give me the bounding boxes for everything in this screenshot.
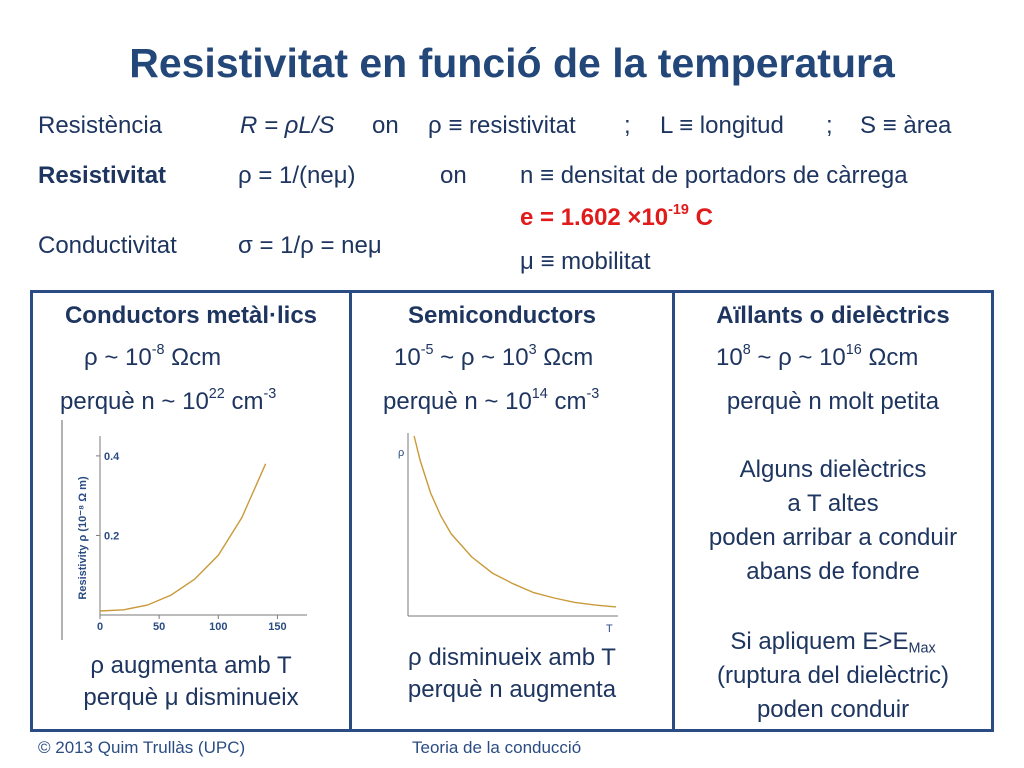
- semis-note-1: ρ disminueix amb T: [408, 644, 616, 671]
- electron-charge-unit: C: [695, 204, 713, 231]
- metals-heading: Conductors metàl·lics: [64, 302, 318, 329]
- metals-chart-ylabel: Resistivity ρ (10⁻⁸ Ω m): [77, 476, 89, 600]
- semis-rho-a: 10: [394, 344, 421, 371]
- resistivitat-formula: ρ = 1/(neμ): [238, 162, 356, 189]
- metals-resistivity-chart: [52, 418, 322, 643]
- insulators-para2-line3: poden conduir: [756, 696, 910, 723]
- conductivitat-formula: σ = 1/ρ = neμ: [238, 232, 382, 259]
- semis-reason-unit: cm: [547, 388, 587, 415]
- metals-reason-unit-exponent: -3: [263, 386, 277, 403]
- on-word-1: on: [372, 112, 399, 139]
- resistencia-formula: R = ρL/S: [240, 112, 335, 139]
- semis-resistivity: [394, 344, 593, 372]
- insulators-para1-line2: a T altes: [787, 490, 879, 517]
- metals-reason-prefix: perquè n ~ 10: [60, 388, 209, 415]
- insulators-para2-line1: [675, 628, 991, 656]
- semis-note-2: perquè n augmenta: [407, 676, 617, 703]
- metals-note-1: ρ augmenta amb T: [90, 652, 292, 679]
- electron-charge-value: e = 1.602 ×10: [520, 204, 669, 231]
- semis-chart-xlabel: T: [606, 623, 613, 635]
- metals-x-tick-label: 50: [153, 621, 166, 633]
- metals-rho-prefix: ρ ~ 10: [84, 344, 152, 371]
- semis-rho-a-exponent: -5: [420, 342, 434, 359]
- semis-heading: Semiconductors: [407, 302, 597, 329]
- insulators-para1-line3: poden arribar a conduir: [708, 524, 958, 551]
- metals-chart-series-line: [100, 464, 266, 611]
- metals-x-tick-label: 100: [209, 621, 228, 633]
- insulators-para1-line4: abans de fondre: [746, 558, 920, 585]
- metals-rho-unit: Ωcm: [164, 344, 222, 371]
- separator-2: ;: [826, 112, 833, 139]
- insulators-rho-b-exponent: 16: [845, 342, 862, 359]
- semis-rho-unit: Ωcm: [536, 344, 594, 371]
- insulators-reason: perquè n molt petita: [726, 388, 940, 415]
- metals-y-tick-label: 0.4: [104, 450, 120, 463]
- insulators-rho-unit: Ωcm: [861, 344, 919, 371]
- n-definition: n ≡ densitat de portadors de càrrega: [520, 162, 908, 189]
- insulators-rho-a: 10: [716, 344, 743, 371]
- insulators-para1-line1: Alguns dielèctrics: [739, 456, 927, 483]
- semis-chart-ylabel: ρ: [398, 447, 405, 459]
- semis-reason-exponent: 14: [531, 386, 548, 403]
- semis-chart-series-line: [414, 436, 616, 607]
- on-word-2: on: [440, 162, 467, 189]
- separator-1: ;: [624, 112, 631, 139]
- footer-course: Teoria de la conducció: [412, 738, 582, 757]
- metals-reason: [60, 388, 276, 416]
- resistivitat-label: Resistivitat: [38, 162, 167, 189]
- semis-reason-prefix: perquè n ~ 10: [383, 388, 532, 415]
- semis-rho-b-exponent: 3: [528, 342, 537, 359]
- metals-resistivity: [84, 344, 221, 372]
- insulators-para2-line1-sub: Max: [908, 640, 936, 657]
- metals-x-tick-label: 0: [96, 621, 104, 633]
- rho-definition: ρ ≡ resistivitat: [428, 112, 576, 139]
- footer-copyright: © 2013 Quim Trullàs (UPC): [38, 738, 246, 757]
- s-definition: S ≡ àrea: [860, 112, 952, 139]
- mu-definition: μ ≡ mobilitat: [520, 248, 651, 275]
- insulators-heading: Aïllants o dielèctrics: [716, 302, 950, 329]
- metals-reason-unit: cm: [224, 388, 264, 415]
- semis-rho-mid: ~ ρ ~ 10: [433, 344, 529, 371]
- insulators-rho-a-exponent: 8: [742, 342, 751, 359]
- semis-reason-unit-exponent: -3: [586, 386, 600, 403]
- conductivitat-label: Conductivitat: [38, 232, 177, 259]
- insulators-rho-mid: ~ ρ ~ 10: [750, 344, 846, 371]
- l-definition: L ≡ longitud: [660, 112, 784, 139]
- semis-resistivity-chart: [388, 428, 628, 638]
- insulators-resistivity: [716, 344, 918, 372]
- page-title: Resistivitat en funció de la temperatura: [129, 40, 895, 86]
- resistencia-label: Resistència: [38, 112, 163, 139]
- insulators-para2-line1-text: Si apliquem E>E: [730, 628, 909, 655]
- semis-reason: [383, 388, 599, 416]
- metals-note-2: perquè μ disminueix: [83, 684, 299, 711]
- electron-charge-exponent: -19: [668, 202, 689, 219]
- metals-rho-exponent: -8: [151, 342, 165, 359]
- metals-x-tick-label: 150: [268, 621, 287, 633]
- insulators-para2-line2: (ruptura del dielèctric): [716, 662, 950, 689]
- metals-reason-exponent: 22: [208, 386, 225, 403]
- metals-chart-ticks: [96, 451, 287, 633]
- metals-y-tick-label: 0.2: [104, 530, 120, 543]
- electron-charge: [520, 204, 713, 232]
